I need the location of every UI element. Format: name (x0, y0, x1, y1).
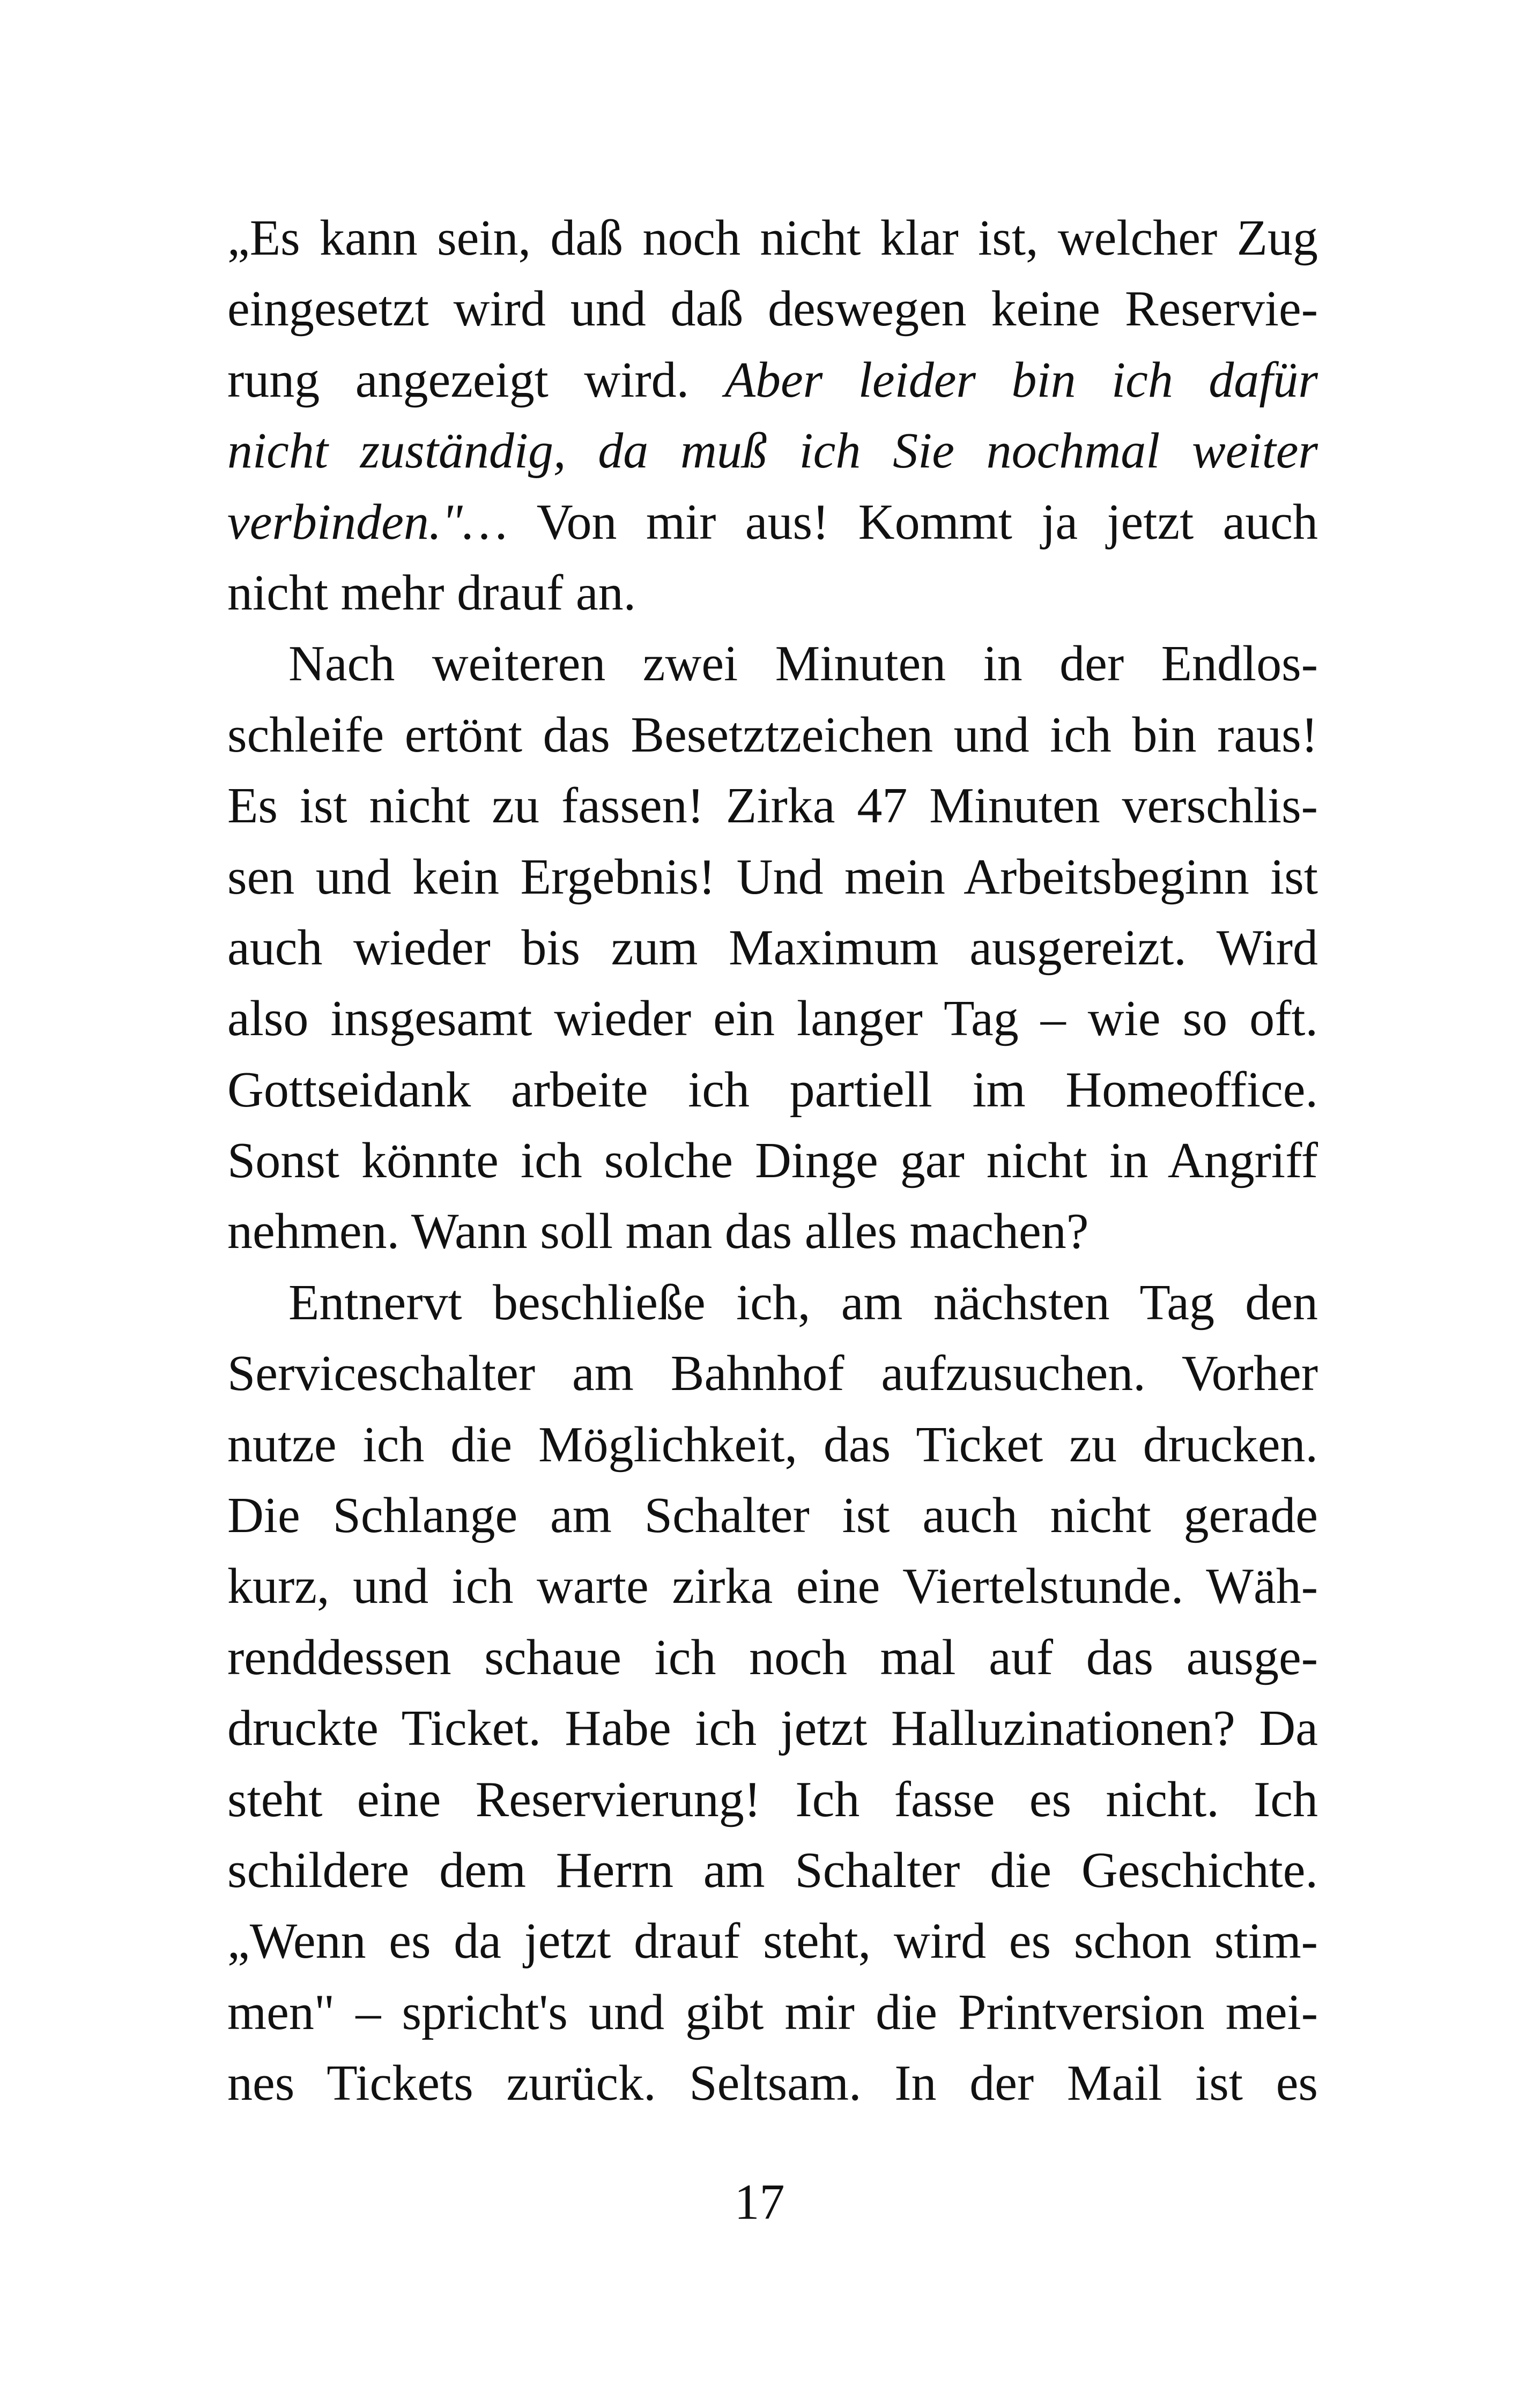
text-line-paragraph-start: Nach weiteren zwei Minuten in der Endlos- (288, 636, 1318, 692)
text-line: kurz, und ich warte zirka eine Viertelstunde. Wäh- (227, 1558, 1318, 1615)
text-line: nicht mehr drauf an. (227, 564, 636, 621)
text-line: Gottseidank arbeite ich partiell im Homeoffice. (227, 1061, 1318, 1118)
italic-text: verbinden."… (227, 494, 537, 550)
page-number: 17 (734, 2174, 785, 2230)
text-line: schleife ertönt das Besetztzeichen und ich bin raus! (227, 707, 1318, 763)
text-line: also insgesamt wieder ein langer Tag – wie so oft. (227, 991, 1318, 1047)
text-line: nehmen. Wann soll man das alles machen? (227, 1203, 1089, 1260)
body-text (227, 203, 1318, 2119)
text-line: nicht zuständig, da muß ich Sie nochmal weiter (227, 423, 1318, 479)
text-line: Serviceschalter am Bahnhof aufzusuchen. Vorher (227, 1346, 1318, 1402)
text-line: schildere dem Herrn am Schalter die Geschichte. (227, 1842, 1318, 1898)
text-line: verbinden."… Von mir aus! Kommt ja jetzt auch (227, 494, 1318, 550)
text-line: nutze ich die Möglichkeit, das Ticket zu drucken. (227, 1416, 1318, 1473)
text-line: „Wenn es da jetzt drauf steht, wird es schon stim- (227, 1913, 1318, 1969)
text-line: men" – spricht's und gibt mir die Printversion mei- (227, 1984, 1318, 2040)
text-line: sen und kein Ergebnis! Und mein Arbeitsbeginn ist (227, 849, 1318, 905)
text-line: nes Tickets zurück. Seltsam. In der Mail ist es (227, 2055, 1318, 2112)
text-line: auch wieder bis zum Maximum ausgereizt. Wird (227, 919, 1318, 976)
text-line: eingesetzt wird und daß deswegen keine Reservie- (227, 281, 1318, 337)
text-line: Die Schlange am Schalter ist auch nicht gerade (227, 1488, 1318, 1544)
italic-text: Aber leider bin ich dafür (724, 352, 1318, 408)
text-line: druckte Ticket. Habe ich jetzt Halluzinationen? Da (227, 1700, 1318, 1757)
text-line-paragraph-start: Entnervt beschließe ich, am nächsten Tag den (288, 1274, 1318, 1331)
text-line: „Es kann sein, daß noch nicht klar ist, welcher Zug (227, 210, 1318, 266)
text-line: steht eine Reservierung! Ich fasse es nicht. Ich (227, 1771, 1318, 1827)
text-line: Es ist nicht zu fassen! Zirka 47 Minuten verschlis- (227, 778, 1318, 834)
text-line: Sonst könnte ich solche Dinge gar nicht in Angriff (227, 1133, 1318, 1189)
text-line: renddessen schaue ich noch mal auf das ausge- (227, 1629, 1318, 1685)
text-line: rung angezeigt wird. Aber leider bin ich dafür (227, 352, 1318, 408)
